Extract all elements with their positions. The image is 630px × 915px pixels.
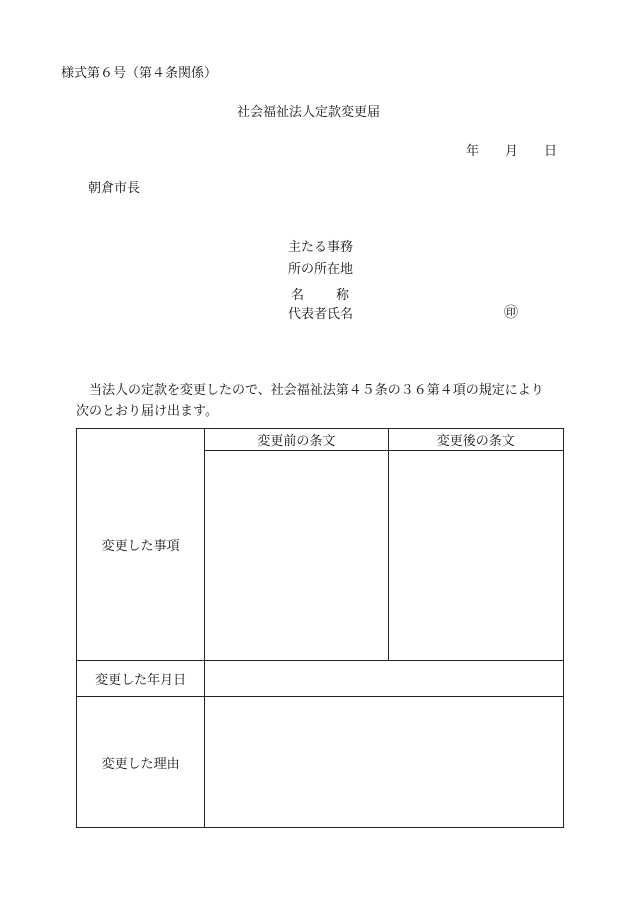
body-line-2: 次のとおり届け出ます。	[76, 404, 218, 419]
date-day-label: 日	[544, 144, 558, 159]
body-paragraph	[76, 380, 544, 422]
name-label-char2: 称	[336, 288, 350, 303]
change-reason-label: 変更した理由	[77, 697, 205, 828]
before-articles-cell	[205, 451, 388, 661]
name-label	[291, 289, 349, 302]
form-number: 様式第６号（第４条関係）	[61, 66, 218, 81]
date-month-label: 月	[505, 144, 519, 159]
office-location-label	[288, 237, 353, 281]
date-line	[466, 145, 557, 158]
office-location-label-line2: 所の所在地	[288, 262, 354, 277]
changed-items-label: 変更した事項	[77, 429, 205, 661]
change-date-label: 変更した年月日	[77, 661, 205, 697]
representative-label: 代表者氏名	[288, 307, 354, 322]
name-label-char1: 名	[291, 288, 305, 303]
office-location-label-line1: 主たる事務	[288, 240, 354, 255]
change-form-table	[76, 428, 564, 828]
after-articles-cell	[388, 451, 563, 661]
after-articles-header: 変更後の条文	[388, 429, 563, 451]
before-articles-header: 変更前の条文	[205, 429, 388, 451]
addressee: 朝倉市長	[88, 181, 141, 196]
date-year-label: 年	[466, 144, 480, 159]
seal-mark: ㊞	[504, 305, 518, 321]
change-date-cell	[205, 661, 564, 697]
change-reason-cell	[205, 697, 564, 828]
body-line-1: 当法人の定款を変更したので、社会福祉法第４５条の３６第４項の規定により	[89, 383, 544, 398]
document-title: 社会福祉法人定款変更届	[237, 105, 381, 120]
